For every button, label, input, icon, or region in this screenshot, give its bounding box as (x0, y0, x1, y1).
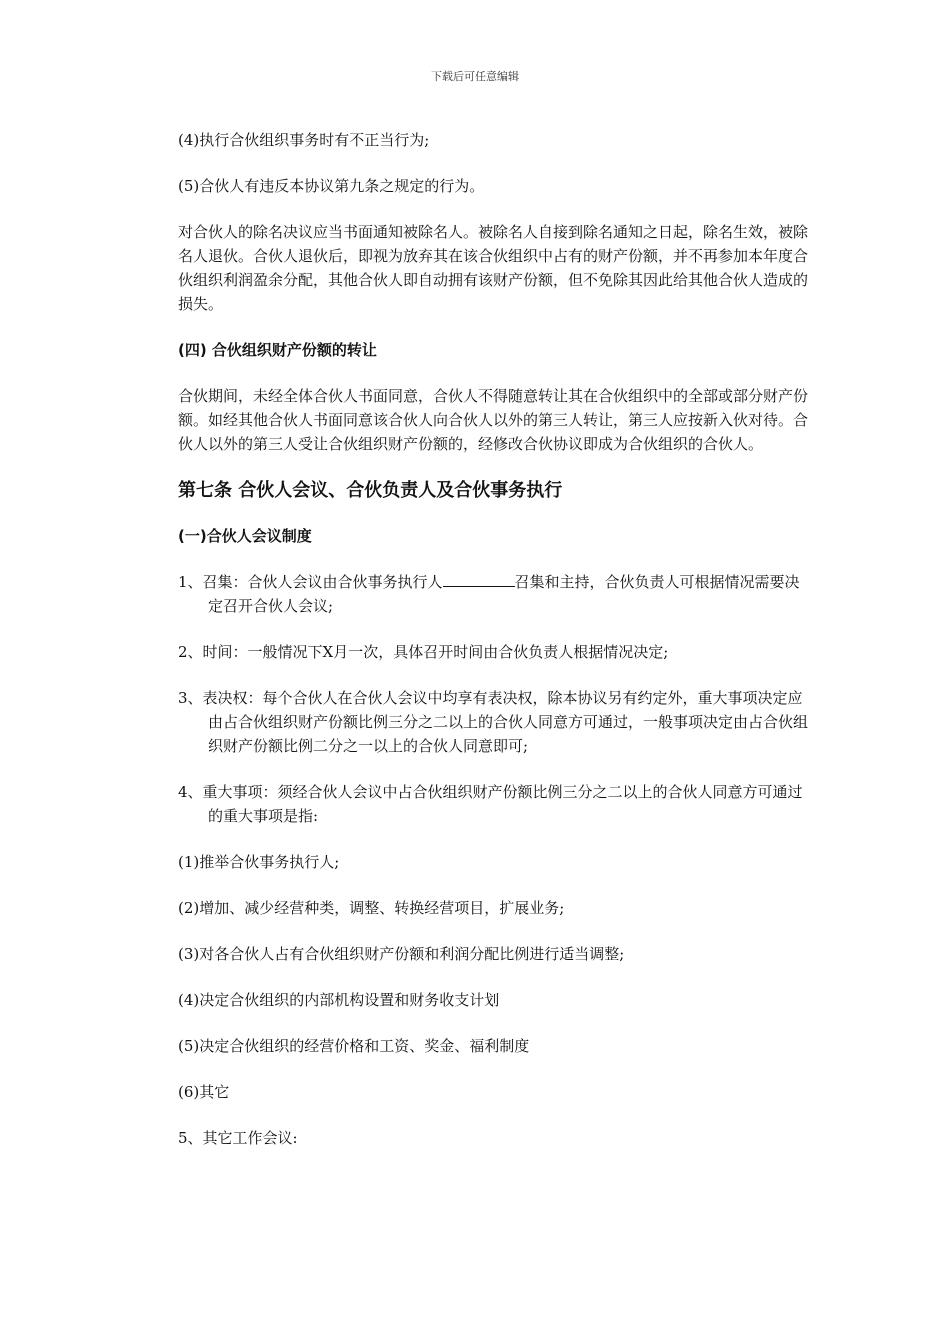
clause-item-5: (5)合伙人有违反本协议第九条之规定的行为。 (178, 177, 485, 195)
document-body (178, 128, 808, 1172)
meeting-item-1-post: 召集和主持，合伙负责人可根据情况需要决定召开合伙人会议; (208, 573, 800, 615)
meeting-item-1 (178, 570, 808, 618)
transfer-paragraph: 合伙期间，未经全体合伙人书面同意，合伙人不得随意转让其在合伙组织中的全部或部分财产份额。如经其他合伙人书面同意该合伙人向合伙人以外的第三人转让，第三人应按新入伙对待。合伙人以外的第三人受让合伙组织财产份额的，经修改合伙协议即成为合伙组织的合伙人。 (178, 387, 809, 453)
sub-section-1-title: (一)合伙人会议制度 (178, 527, 312, 545)
article-7-title: 第七条 合伙人会议、合伙负责人及合伙事务执行 (178, 480, 563, 501)
meeting-item-3: 3、表决权：每个合伙人在合伙人会议中均享有表决权，除本协议另有约定外，重大事项决定应由占合伙组织财产份额比例三分之二以上的合伙人同意方可通过，一般事项决定由占合伙组织财产份额比例二分之一以上的合伙人同意即可; (178, 689, 809, 755)
major-matter-6: (6)其它 (178, 1083, 230, 1101)
header-note: 下载后可任意编辑 (431, 70, 519, 83)
meeting-item-4: 4、重大事项：须经合伙人会议中占合伙组织财产份额比例三分之二以上的合伙人同意方可通过的重大事项是指: (178, 783, 803, 825)
meeting-item-5: 5、其它工作会议: (178, 1129, 298, 1147)
meeting-item-2: 2、时间：一般情况下X月一次，具体召开时间由合伙负责人根据情况决定; (178, 643, 669, 661)
major-matter-5: (5)决定合伙组织的经营价格和工资、奖金、福利制度 (178, 1037, 530, 1055)
major-matter-4: (4)决定合伙组织的内部机构设置和财务收支计划 (178, 991, 500, 1009)
major-matter-3: (3)对各合伙人占有合伙组织财产份额和利润分配比例进行适当调整; (178, 945, 625, 963)
clause-item-4: (4)执行合伙组织事务时有不正当行为; (178, 131, 430, 149)
major-matter-1: (1)推举合伙事务执行人; (178, 853, 340, 871)
meeting-item-1-pre: 1、召集：合伙人会议由合伙事务执行人 (178, 573, 443, 591)
major-matter-2: (2)增加、减少经营种类，调整、转换经营项目，扩展业务; (178, 899, 565, 917)
removal-notice-paragraph: 对合伙人的除名决议应当书面通知被除名人。被除名人自接到除名通知之日起，除名生效，被除名人退伙。合伙人退伙后，即视为放弃其在该合伙组织中占有的财产份额，并不再参加本年度合伙组织利润盈余分配，其他合伙人即自动拥有该财产份额，但不免除其因此给其他合伙人造成的损失。 (178, 223, 809, 313)
section-4-title: (四) 合伙组织财产份额的转让 (178, 341, 377, 359)
executor-blank-line (443, 572, 515, 587)
